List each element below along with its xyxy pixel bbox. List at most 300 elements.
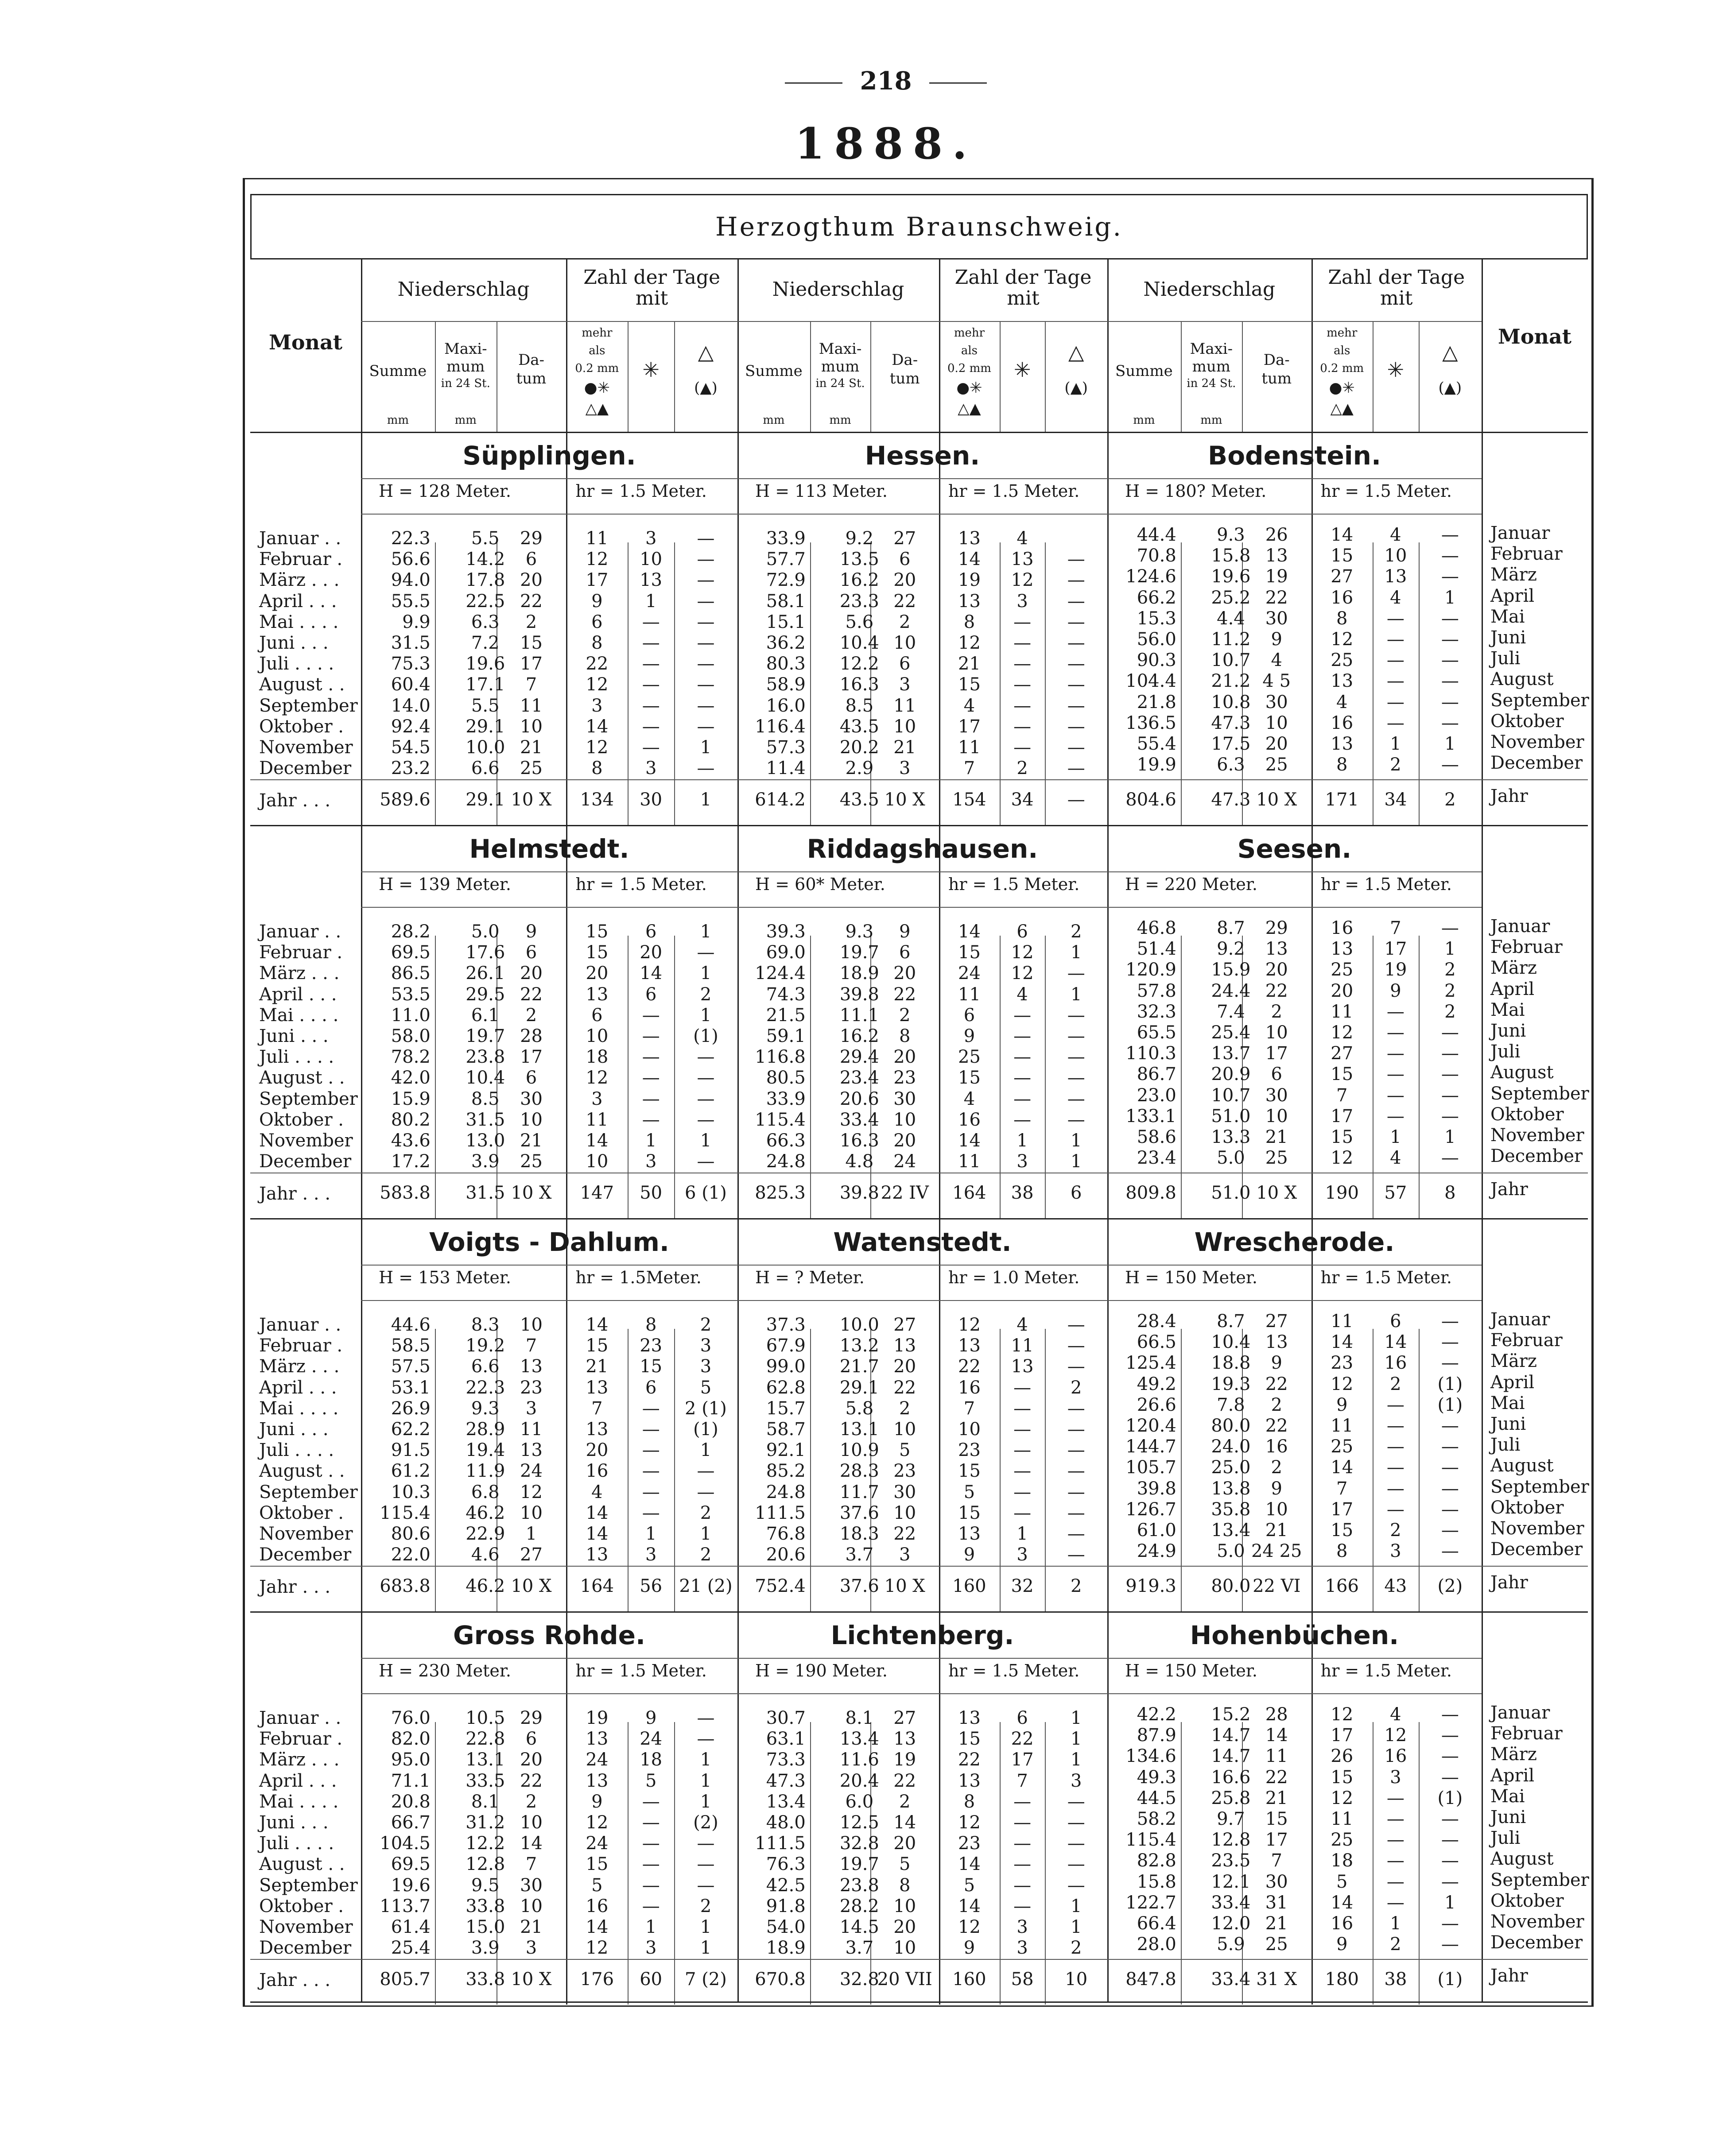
table-cell: — bbox=[1067, 1482, 1085, 1502]
table-cell: 15.9 bbox=[1211, 960, 1251, 980]
table-cell: — bbox=[1386, 1830, 1404, 1850]
table-cell: 7 bbox=[525, 1335, 537, 1356]
cell-summe: 11.4 bbox=[766, 758, 806, 779]
table-cell: — bbox=[1441, 1064, 1459, 1085]
table-cell: 15 bbox=[958, 1729, 981, 1750]
table-cell: — bbox=[1013, 1109, 1032, 1130]
table-cell: 1 bbox=[700, 1938, 712, 1959]
table-cell: 33.5 bbox=[466, 1770, 505, 1791]
table-cell: — bbox=[1013, 695, 1032, 716]
table-cell: 6 bbox=[899, 942, 911, 963]
table-cell: 8.7 bbox=[1217, 918, 1245, 938]
table-cell: 7.2 bbox=[471, 633, 500, 653]
cell-summe: 61.2 bbox=[391, 1461, 431, 1482]
table-cell: — bbox=[1067, 612, 1085, 632]
table-cell: — bbox=[1067, 570, 1085, 591]
column-rule bbox=[1045, 1722, 1046, 2005]
jahr-cell: 58 bbox=[1011, 1969, 1034, 1990]
table-cell: 22 bbox=[893, 984, 916, 1005]
table-cell: 2 bbox=[1444, 1001, 1456, 1022]
table-cell: 21 bbox=[958, 654, 981, 674]
station-gauge-height: hr = 1.0 Meter. bbox=[948, 1268, 1080, 1287]
month-label-left: Februar . bbox=[259, 1335, 343, 1356]
table-cell: — bbox=[697, 654, 715, 674]
row-rule bbox=[361, 871, 1482, 872]
cell-summe: 57.8 bbox=[1137, 980, 1176, 1001]
table-cell: — bbox=[697, 1088, 715, 1109]
table-cell: 1 bbox=[1070, 1729, 1082, 1750]
station-gauge-height: hr = 1.5 Meter. bbox=[575, 875, 707, 894]
maximum-header-2: mum bbox=[446, 358, 485, 375]
table-cell: 24 bbox=[640, 1729, 663, 1750]
table-cell: — bbox=[697, 942, 715, 963]
table-cell: 19.7 bbox=[839, 942, 879, 963]
month-label-right: December bbox=[1490, 1146, 1583, 1167]
table-cell: — bbox=[697, 633, 715, 653]
table-cell: 16 bbox=[586, 1461, 609, 1482]
jahr-cell: 147 bbox=[580, 1183, 614, 1203]
cell-summe: 58.2 bbox=[1137, 1809, 1176, 1829]
month-label-right: December bbox=[1490, 1539, 1583, 1560]
table-cell: 20 bbox=[1265, 960, 1288, 980]
table-cell: 9 bbox=[963, 1938, 975, 1959]
table-cell: 27 bbox=[1265, 1311, 1288, 1332]
table-cell: — bbox=[697, 1708, 715, 1728]
table-cell: — bbox=[1067, 1461, 1085, 1482]
table-cell: 3 bbox=[591, 695, 603, 716]
table-cell: 16 bbox=[1331, 918, 1354, 938]
cell-summe: 28.4 bbox=[1137, 1311, 1176, 1332]
cell-summe: 21.5 bbox=[766, 1005, 806, 1026]
table-cell: 15 bbox=[958, 1461, 981, 1482]
jahr-cell: 166 bbox=[1325, 1576, 1359, 1596]
table-cell: 13 bbox=[640, 570, 663, 591]
cell-summe: 59.1 bbox=[766, 1026, 806, 1046]
month-label-right: December bbox=[1490, 1932, 1583, 1953]
table-cell: 6 bbox=[1390, 1311, 1401, 1332]
zahl-der-tage-header: Zahl der Tage bbox=[583, 266, 721, 289]
table-cell: 5 bbox=[963, 1875, 975, 1896]
table-cell: 7 bbox=[1336, 1478, 1348, 1499]
table-cell: 8 bbox=[899, 1026, 911, 1046]
station-gauge-height: hr = 1.5 Meter. bbox=[948, 875, 1080, 894]
table-cell: 7 bbox=[591, 1398, 603, 1419]
table-cell: — bbox=[642, 1088, 660, 1109]
table-cell: 19.6 bbox=[1211, 566, 1251, 587]
table-cell: 31.5 bbox=[466, 1109, 505, 1130]
table-cell: — bbox=[1013, 1482, 1032, 1502]
jahr-summe: 809.8 bbox=[1125, 1183, 1176, 1203]
table-cell: 25 bbox=[1331, 1436, 1354, 1457]
table-cell: 10 bbox=[520, 1812, 543, 1833]
table-cell: 1 bbox=[645, 591, 657, 612]
table-cell: 14 bbox=[958, 1854, 981, 1875]
table-cell: — bbox=[1441, 671, 1459, 692]
table-cell: — bbox=[1067, 1047, 1085, 1068]
table-cell: — bbox=[1386, 1085, 1404, 1106]
month-label-right: Februar bbox=[1490, 937, 1563, 958]
table-cell: 11 bbox=[586, 528, 609, 549]
table-cell: 12 bbox=[586, 1068, 609, 1088]
column-rule bbox=[1045, 542, 1046, 825]
table-cell: 17 bbox=[958, 716, 981, 737]
table-cell: 9 bbox=[963, 1026, 975, 1046]
month-label-right: Mai bbox=[1490, 606, 1525, 627]
table-cell: 11.6 bbox=[839, 1750, 879, 1770]
month-label-right: Juli bbox=[1490, 1828, 1521, 1849]
station-name: Seesen. bbox=[1237, 834, 1352, 864]
jahr-label-left: Jahr . . . bbox=[259, 1577, 331, 1597]
monat-header-right: Monat bbox=[1498, 325, 1572, 348]
table-cell: 2 bbox=[700, 1315, 712, 1335]
column-rule bbox=[628, 1722, 629, 2005]
month-label-right: Juni bbox=[1490, 1807, 1526, 1827]
table-cell: 32.8 bbox=[839, 1833, 879, 1854]
table-cell: 17 bbox=[520, 654, 543, 674]
table-cell: — bbox=[1067, 1109, 1085, 1130]
cell-summe: 31.5 bbox=[391, 633, 431, 653]
table-cell: 3 bbox=[645, 1544, 657, 1565]
table-cell: 22 bbox=[958, 1356, 981, 1377]
table-cell: 23.3 bbox=[839, 591, 879, 612]
datum-header-2: tum bbox=[1261, 370, 1292, 387]
column-rule bbox=[1045, 1329, 1046, 1611]
table-cell: 1 bbox=[1444, 939, 1456, 960]
table-cell: 2 bbox=[525, 1791, 537, 1812]
jahr-cell: (1) bbox=[1437, 1969, 1463, 1990]
snow-icon: ✳ bbox=[1013, 358, 1031, 382]
jahr-cell: 1 bbox=[700, 790, 712, 810]
table-cell: 12 bbox=[1011, 570, 1034, 591]
table-cell: 16 bbox=[1331, 1913, 1354, 1934]
table-cell: — bbox=[1441, 1499, 1459, 1520]
cell-summe: 80.3 bbox=[766, 654, 806, 674]
table-cell: 1 bbox=[1070, 984, 1082, 1005]
jahr-cell: 154 bbox=[952, 790, 986, 810]
table-cell: 10 bbox=[1265, 1022, 1288, 1043]
jahr-cell: 10 X bbox=[884, 1576, 925, 1596]
table-cell: 13 bbox=[1265, 546, 1288, 566]
table-cell: 3.9 bbox=[471, 1151, 500, 1172]
jahr-cell: 10 X bbox=[1256, 1183, 1297, 1203]
row-rule bbox=[1107, 321, 1482, 322]
table-cell: 3 bbox=[1017, 1151, 1028, 1172]
table-cell: 3 bbox=[1017, 1938, 1028, 1959]
table-cell: 12 bbox=[1384, 1725, 1407, 1746]
month-label-left: Juni . . . bbox=[259, 1419, 329, 1440]
jahr-summe: 583.8 bbox=[380, 1183, 431, 1203]
table-cell: 29 bbox=[520, 1708, 543, 1728]
table-cell: — bbox=[697, 1151, 715, 1172]
table-cell: 29.5 bbox=[466, 984, 505, 1005]
table-cell: 15.8 bbox=[1211, 546, 1251, 566]
month-label-left: Juni . . . bbox=[259, 1026, 329, 1046]
jahr-cell: 180 bbox=[1325, 1969, 1359, 1990]
table-cell: 9.5 bbox=[471, 1875, 500, 1896]
jahr-cell: 29.1 bbox=[466, 790, 505, 810]
jahr-cell: 57 bbox=[1384, 1183, 1407, 1203]
table-cell: 19 bbox=[958, 570, 981, 591]
cell-summe: 95.0 bbox=[391, 1750, 431, 1770]
month-label-left: November bbox=[259, 1917, 353, 1937]
table-cell: — bbox=[697, 1729, 715, 1750]
table-cell: 22 bbox=[1265, 587, 1288, 608]
table-cell: 18.8 bbox=[1211, 1353, 1251, 1374]
table-cell: 3 bbox=[1390, 1541, 1401, 1562]
table-cell: 2 bbox=[525, 1005, 537, 1026]
cell-summe: 15.8 bbox=[1137, 1871, 1176, 1892]
table-cell: — bbox=[1386, 1106, 1404, 1126]
month-label-left: November bbox=[259, 737, 353, 758]
table-cell: 22 bbox=[893, 591, 916, 612]
table-cell: 15 bbox=[1331, 1064, 1354, 1085]
cell-summe: 62.8 bbox=[766, 1377, 806, 1398]
cell-summe: 54.5 bbox=[391, 737, 431, 758]
table-cell: 25.0 bbox=[1211, 1457, 1251, 1478]
table-cell: 12 bbox=[1331, 1148, 1354, 1169]
table-cell: — bbox=[697, 591, 715, 612]
table-cell: 13.3 bbox=[1211, 1127, 1251, 1147]
table-cell: 23 bbox=[958, 1440, 981, 1461]
table-cell: 10.4 bbox=[1211, 1332, 1251, 1353]
cell-summe: 44.6 bbox=[391, 1315, 431, 1335]
cell-summe: 76.0 bbox=[391, 1708, 431, 1728]
table-cell: — bbox=[1441, 755, 1459, 775]
table-cell: 11 bbox=[893, 695, 916, 716]
column-rule bbox=[1181, 542, 1182, 825]
table-cell: 24 bbox=[586, 1833, 609, 1854]
cell-summe: 104.5 bbox=[380, 1833, 431, 1854]
cell-summe: 120.4 bbox=[1125, 1416, 1176, 1436]
table-cell: 23 bbox=[893, 1461, 916, 1482]
table-cell: 14.2 bbox=[466, 549, 505, 570]
table-cell: 14 bbox=[1331, 1332, 1354, 1353]
month-label-right: December bbox=[1490, 753, 1583, 774]
table-cell: 21 bbox=[1265, 1788, 1288, 1808]
table-cell: — bbox=[1067, 1812, 1085, 1833]
month-label-right: August bbox=[1490, 669, 1554, 690]
table-cell: 4.4 bbox=[1217, 608, 1245, 629]
table-cell: — bbox=[1013, 1419, 1032, 1440]
table-cell: 10 bbox=[520, 1109, 543, 1130]
table-cell: 1 bbox=[1444, 1892, 1456, 1913]
mit-header: mit bbox=[635, 287, 668, 310]
table-cell: — bbox=[642, 1854, 660, 1875]
column-rule bbox=[435, 1722, 436, 2005]
cell-summe: 42.0 bbox=[391, 1068, 431, 1088]
table-cell: 19.2 bbox=[466, 1335, 505, 1356]
table-cell: 14.7 bbox=[1211, 1725, 1251, 1746]
table-cell: — bbox=[1067, 1544, 1085, 1565]
station-name: Watenstedt. bbox=[833, 1227, 1012, 1257]
table-cell: 1 bbox=[1070, 1917, 1082, 1937]
station-name: Wrescherode. bbox=[1194, 1227, 1395, 1257]
table-cell: 1 bbox=[645, 1130, 657, 1151]
jahr-summe: 589.6 bbox=[380, 790, 431, 810]
month-label-right: Juni bbox=[1490, 1414, 1526, 1434]
table-cell: 9.2 bbox=[845, 528, 874, 549]
table-cell: 35.8 bbox=[1211, 1499, 1251, 1520]
table-cell: — bbox=[1386, 671, 1404, 692]
table-cell: 22.5 bbox=[466, 591, 505, 612]
table-cell: 23.8 bbox=[839, 1875, 879, 1896]
table-cell: 1 bbox=[1017, 1524, 1028, 1544]
table-cell: 7.8 bbox=[1217, 1394, 1245, 1415]
hail-icon: △▲ bbox=[585, 400, 609, 418]
table-cell: 9 bbox=[1271, 1478, 1282, 1499]
table-cell: 24 bbox=[586, 1750, 609, 1770]
station-height: H = 230 Meter. bbox=[379, 1661, 511, 1680]
cell-summe: 82.0 bbox=[391, 1729, 431, 1750]
table-cell: 10 bbox=[893, 1419, 916, 1440]
table-cell: 13.7 bbox=[1211, 1043, 1251, 1064]
row-rule bbox=[250, 1959, 1588, 1960]
table-cell: 17 bbox=[1331, 1725, 1354, 1746]
table-cell: — bbox=[1013, 1502, 1032, 1523]
table-cell: 20 bbox=[893, 1356, 916, 1377]
table-cell: 14.7 bbox=[1211, 1746, 1251, 1767]
cell-summe: 23.0 bbox=[1137, 1085, 1176, 1106]
table-cell: 9.7 bbox=[1217, 1809, 1245, 1829]
cell-summe: 62.2 bbox=[391, 1419, 431, 1440]
month-label-right: August bbox=[1490, 1849, 1554, 1870]
month-label-left: Juli . . . . bbox=[259, 1047, 334, 1068]
table-cell: 14 bbox=[586, 1130, 609, 1151]
table-cell: 9 bbox=[1336, 1394, 1348, 1415]
table-cell: — bbox=[1067, 1854, 1085, 1875]
table-cell: — bbox=[1386, 1022, 1404, 1043]
table-cell: 3 bbox=[700, 1335, 712, 1356]
table-cell: — bbox=[1013, 716, 1032, 737]
table-cell: 10 bbox=[893, 716, 916, 737]
station-height: H = 220 Meter. bbox=[1125, 875, 1257, 894]
table-cell: 11 bbox=[520, 1419, 543, 1440]
table-cell: 9 bbox=[591, 1791, 603, 1812]
month-label-left: Mai . . . . bbox=[259, 1398, 339, 1419]
cell-summe: 71.1 bbox=[391, 1770, 431, 1791]
cell-summe: 44.4 bbox=[1137, 525, 1176, 545]
table-cell: 1 bbox=[700, 1791, 712, 1812]
month-label-left: December bbox=[259, 1544, 352, 1565]
jahr-cell: 164 bbox=[580, 1576, 614, 1596]
month-label-right: August bbox=[1490, 1062, 1554, 1083]
cell-summe: 11.0 bbox=[391, 1005, 431, 1026]
table-cell: 23.5 bbox=[1211, 1850, 1251, 1871]
table-cell: 12.5 bbox=[839, 1812, 879, 1833]
jahr-cell: 10 X bbox=[511, 1969, 552, 1990]
cell-summe: 18.9 bbox=[766, 1938, 806, 1959]
table-cell: — bbox=[1013, 1398, 1032, 1419]
table-cell: 25 bbox=[520, 1151, 543, 1172]
table-cell: — bbox=[1013, 1440, 1032, 1461]
table-cell: 4 bbox=[1017, 1315, 1028, 1335]
table-cell: 13.4 bbox=[1211, 1520, 1251, 1541]
table-cell: 15 bbox=[1331, 1767, 1354, 1788]
table-cell: 33.4 bbox=[839, 1109, 879, 1130]
region-title: Herzogthum Braunschweig. bbox=[250, 194, 1588, 258]
cell-summe: 10.3 bbox=[391, 1482, 431, 1502]
table-cell: 20 bbox=[893, 570, 916, 591]
month-label-left: Juli . . . . bbox=[259, 1833, 334, 1854]
table-cell: — bbox=[1386, 1788, 1404, 1808]
jahr-cell: 160 bbox=[952, 1969, 986, 1990]
table-cell: — bbox=[1441, 1457, 1459, 1478]
table-cell: 3.9 bbox=[471, 1938, 500, 1959]
month-label-left: Januar . . bbox=[259, 1708, 341, 1728]
table-cell: 12.8 bbox=[1211, 1830, 1251, 1850]
table-cell: 9 bbox=[525, 921, 537, 942]
table-cell: 21 bbox=[520, 1917, 543, 1937]
table-cell: — bbox=[697, 1068, 715, 1088]
table-cell: 12 bbox=[1011, 963, 1034, 984]
table-cell: 29.4 bbox=[839, 1047, 879, 1068]
table-cell: — bbox=[642, 695, 660, 716]
month-label-left: Juli . . . . bbox=[259, 654, 334, 674]
cell-summe: 17.2 bbox=[391, 1151, 431, 1172]
table-cell: 16 bbox=[586, 1896, 609, 1916]
table-cell: 12 bbox=[1331, 1704, 1354, 1725]
column-rule bbox=[628, 1329, 629, 1611]
table-cell: 19.6 bbox=[466, 654, 505, 674]
table-cell: 13 bbox=[958, 1708, 981, 1728]
month-label-right: Juni bbox=[1490, 627, 1526, 648]
table-cell: 2 bbox=[700, 1544, 712, 1565]
table-cell: 2 bbox=[1444, 980, 1456, 1001]
table-cell: 24 25 bbox=[1251, 1541, 1302, 1562]
table-cell: 27 bbox=[893, 1708, 916, 1728]
table-cell: 15 bbox=[958, 674, 981, 695]
table-cell: 11.2 bbox=[1211, 629, 1251, 650]
row-rule bbox=[250, 2001, 1588, 2003]
table-cell: 6 bbox=[645, 984, 657, 1005]
table-cell: 31.2 bbox=[466, 1812, 505, 1833]
table-cell: 1 bbox=[1017, 1130, 1028, 1151]
table-cell: — bbox=[1013, 612, 1032, 632]
table-cell: — bbox=[1013, 633, 1032, 653]
table-cell: 9.3 bbox=[1217, 525, 1245, 545]
jahr-cell: 47.3 bbox=[1211, 790, 1251, 810]
table-cell: — bbox=[697, 1875, 715, 1896]
table-cell: 14 bbox=[958, 1130, 981, 1151]
table-cell: 26 bbox=[1265, 525, 1288, 545]
table-cell: 20 bbox=[893, 1047, 916, 1068]
table-cell: — bbox=[1441, 1541, 1459, 1562]
month-label-right: April bbox=[1490, 979, 1535, 999]
jahr-cell: 22 VI bbox=[1253, 1576, 1301, 1596]
table-cell: 30 bbox=[520, 1875, 543, 1896]
jahr-cell: 7 (2) bbox=[685, 1969, 727, 1990]
month-label-right: Februar bbox=[1490, 1723, 1563, 1744]
rain-snow-icon: ●✳ bbox=[1329, 379, 1355, 397]
table-cell: 7 bbox=[1017, 1770, 1028, 1791]
table-cell: 10 bbox=[586, 1151, 609, 1172]
table-cell: — bbox=[642, 1896, 660, 1916]
table-cell: 19.3 bbox=[1211, 1374, 1251, 1394]
cell-summe: 116.4 bbox=[755, 716, 806, 737]
table-cell: — bbox=[1013, 1812, 1032, 1833]
month-label-left: Februar . bbox=[259, 942, 343, 963]
jahr-label-right: Jahr bbox=[1490, 1179, 1528, 1200]
niederschlag-header: Niederschlag bbox=[397, 278, 530, 301]
cell-summe: 104.4 bbox=[1125, 671, 1176, 692]
jahr-summe: 804.6 bbox=[1125, 790, 1176, 810]
table-cell: 9.3 bbox=[471, 1398, 500, 1419]
table-cell: 10 bbox=[1265, 1106, 1288, 1126]
table-cell: 11 bbox=[1331, 1809, 1354, 1829]
station-gauge-height: hr = 1.5 Meter. bbox=[1320, 1268, 1452, 1287]
table-cell: 12 bbox=[520, 1482, 543, 1502]
table-cell: 21 bbox=[893, 737, 916, 758]
